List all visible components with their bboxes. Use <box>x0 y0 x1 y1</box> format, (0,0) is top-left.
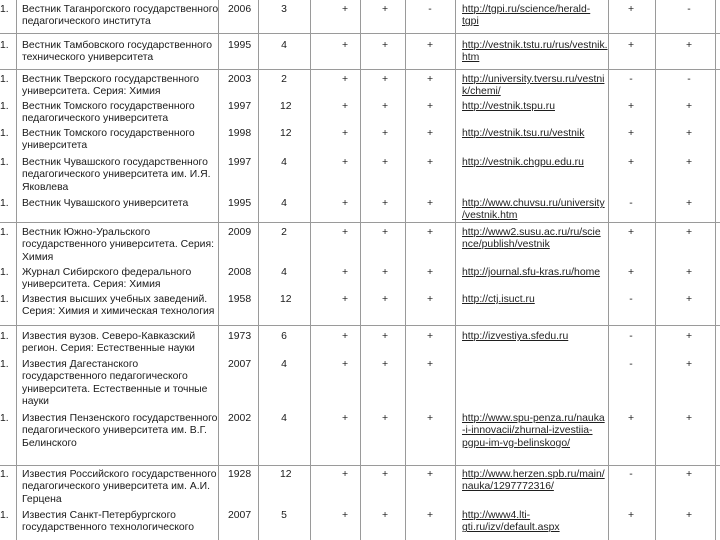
journal-link[interactable]: http://journal.sfu-kras.ru/home <box>462 267 601 278</box>
flag-cell: + <box>627 157 635 168</box>
column-divider <box>455 0 456 540</box>
row-number: 1. <box>0 198 9 209</box>
journal-title: Известия вузов. Северо-Кавказский регион. Серия: Естественные науки <box>22 331 196 355</box>
flag-cell: + <box>381 4 389 15</box>
journal-year: 2006 <box>228 4 252 15</box>
flag-cell: + <box>426 74 434 85</box>
flag-cell: + <box>627 510 635 521</box>
journal-year: 1995 <box>228 40 252 51</box>
flag-cell: + <box>381 157 389 168</box>
flag-cell: + <box>341 4 349 15</box>
flag-cell: + <box>341 198 349 209</box>
journal-link[interactable]: http://izvestiya.sfedu.ru <box>462 331 569 342</box>
journal-title: Вестник Южно-Уральского государственного университета. Серия: Химия <box>22 227 214 263</box>
flag-cell: + <box>341 40 349 51</box>
flag-cell: + <box>341 128 349 139</box>
row-number: 1. <box>0 101 9 112</box>
journal-link[interactable]: http://www2.susu.ac.ru/ru/scie nce/publish/vestnik <box>462 227 601 251</box>
flag-cell: + <box>381 267 389 278</box>
flag-cell: + <box>341 74 349 85</box>
row-number: 1. <box>0 331 9 342</box>
journal-year: 1928 <box>228 469 252 480</box>
issues-per-year: 4 <box>281 40 287 51</box>
flag-cell: + <box>381 294 389 305</box>
flag-cell: + <box>426 157 434 168</box>
flag-cell: + <box>426 510 434 521</box>
row-number: 1. <box>0 294 9 305</box>
journal-title: Вестник Томского государственного университета <box>22 128 195 152</box>
flag-cell: + <box>685 198 693 209</box>
journal-title: Известия высших учебных заведений. Серия: Химия и химическая технология <box>22 294 215 318</box>
journal-link[interactable]: http://www4.lti- gti.ru/izv/default.aspx <box>462 510 560 534</box>
flag-cell: + <box>381 198 389 209</box>
row-number: 1. <box>0 510 9 521</box>
journal-year: 1973 <box>228 331 252 342</box>
flag-cell: + <box>381 469 389 480</box>
journal-link[interactable]: http://www.herzen.spb.ru/main/ nauka/1297772316/ <box>462 469 605 493</box>
journal-title: Вестник Томского государственного педагогического университета <box>22 101 195 125</box>
flag-cell: + <box>381 413 389 424</box>
flag-cell: + <box>426 40 434 51</box>
journal-year: 2009 <box>228 227 252 238</box>
issues-per-year: 4 <box>281 157 287 168</box>
flag-cell: + <box>685 510 693 521</box>
flag-cell: + <box>426 331 434 342</box>
flag-cell: + <box>341 331 349 342</box>
flag-cell: + <box>627 4 635 15</box>
issues-per-year: 4 <box>281 413 287 424</box>
journal-year: 2008 <box>228 267 252 278</box>
column-divider <box>655 0 656 540</box>
journal-link[interactable]: http://vestnik.tspu.ru <box>462 101 555 112</box>
flag-cell: - <box>629 198 633 209</box>
flag-cell: + <box>381 40 389 51</box>
flag-cell: + <box>381 128 389 139</box>
flag-cell: + <box>685 359 693 370</box>
flag-cell: - <box>629 74 633 85</box>
row-number: 1. <box>0 128 9 139</box>
issues-per-year: 12 <box>280 469 292 480</box>
flag-cell: + <box>627 40 635 51</box>
flag-cell: + <box>341 469 349 480</box>
issues-per-year: 2 <box>281 74 287 85</box>
row-divider <box>0 222 720 223</box>
flag-cell: + <box>341 294 349 305</box>
flag-cell: + <box>341 359 349 370</box>
journal-link[interactable]: http://www.chuvsu.ru/university /vestnik.htm <box>462 198 605 222</box>
column-divider <box>715 0 716 540</box>
journal-year: 1995 <box>228 198 252 209</box>
flag-cell: + <box>341 267 349 278</box>
issues-per-year: 3 <box>281 4 287 15</box>
flag-cell: + <box>685 227 693 238</box>
flag-cell: - <box>629 469 633 480</box>
column-divider <box>310 0 311 540</box>
journal-title: Вестник Чувашского университета <box>22 198 189 209</box>
flag-cell: + <box>426 413 434 424</box>
journal-link[interactable]: http://vestnik.chgpu.edu.ru <box>462 157 584 168</box>
journal-year: 2003 <box>228 74 252 85</box>
issues-per-year: 12 <box>280 101 292 112</box>
row-number: 1. <box>0 267 9 278</box>
column-divider <box>16 0 17 540</box>
journal-title: Известия Дагестанского государственного педагогического университета. Естественные и точные науки <box>22 359 208 408</box>
flag-cell: + <box>426 101 434 112</box>
journal-link[interactable]: http://university.tversu.ru/vestni k/chemi/ <box>462 74 605 98</box>
column-divider <box>218 0 219 540</box>
flag-cell: + <box>341 157 349 168</box>
flag-cell: - <box>629 331 633 342</box>
issues-per-year: 12 <box>280 128 292 139</box>
flag-cell: + <box>381 359 389 370</box>
flag-cell: + <box>426 128 434 139</box>
flag-cell: + <box>685 267 693 278</box>
issues-per-year: 6 <box>281 331 287 342</box>
journal-title: Известия Пензенского государственного педагогического университета им. В.Г. Белинского <box>22 413 218 449</box>
journal-year: 1997 <box>228 157 252 168</box>
flag-cell: + <box>381 510 389 521</box>
journal-link[interactable]: http://ctj.isuct.ru <box>462 294 535 305</box>
flag-cell: - <box>687 74 691 85</box>
flag-cell: + <box>627 128 635 139</box>
flag-cell: + <box>627 413 635 424</box>
flag-cell: + <box>341 227 349 238</box>
issues-per-year: 4 <box>281 359 287 370</box>
flag-cell: + <box>381 331 389 342</box>
flag-cell: + <box>426 198 434 209</box>
flag-cell: + <box>426 267 434 278</box>
flag-cell: + <box>685 469 693 480</box>
flag-cell: + <box>685 157 693 168</box>
issues-per-year: 5 <box>281 510 287 521</box>
issues-per-year: 2 <box>281 227 287 238</box>
row-divider <box>0 69 720 70</box>
journal-year: 1958 <box>228 294 252 305</box>
journal-link[interactable]: http://vestnik.tsu.ru/vestnik <box>462 128 585 139</box>
flag-cell: + <box>685 413 693 424</box>
flag-cell: - <box>629 294 633 305</box>
column-divider <box>608 0 609 540</box>
row-number: 1. <box>0 359 9 370</box>
journal-title: Вестник Чувашского государственного педагогического университета им. И.Я. Яковлева <box>22 157 211 193</box>
row-divider <box>0 325 720 326</box>
journal-year: 2007 <box>228 510 252 521</box>
journal-year: 2002 <box>228 413 252 424</box>
column-divider <box>360 0 361 540</box>
flag-cell: + <box>381 227 389 238</box>
column-divider <box>258 0 259 540</box>
row-number: 1. <box>0 413 9 424</box>
journal-title: Известия Российского государственного педагогического университета им. А.И. Герцена <box>22 469 217 505</box>
journal-title: Журнал Сибирского федерального университета. Серия: Химия <box>22 267 192 291</box>
journal-title: Вестник Тверского государственного университета. Серия: Химия <box>22 74 200 98</box>
flag-cell: - <box>428 4 432 15</box>
journal-title: Известия Санкт-Петербургского государственного технологического <box>22 510 195 534</box>
flag-cell: + <box>685 101 693 112</box>
journal-link[interactable]: http://www.spu-penza.ru/nauka -i-innovacii/zhurnal-izvestiia- pgpu-im-vg-belinskogo/ <box>462 413 605 449</box>
column-divider <box>405 0 406 540</box>
flag-cell: + <box>426 469 434 480</box>
flag-cell: + <box>426 359 434 370</box>
flag-cell: + <box>426 227 434 238</box>
journal-title: Вестник Таганрогского государственного педагогического института <box>22 4 219 28</box>
flag-cell: + <box>685 40 693 51</box>
issues-per-year: 4 <box>281 198 287 209</box>
journal-link[interactable]: http://tgpi.ru/science/herald- tgpi <box>462 4 591 28</box>
row-number: 1. <box>0 469 9 480</box>
journal-year: 1997 <box>228 101 252 112</box>
flag-cell: + <box>341 413 349 424</box>
journal-year: 2007 <box>228 359 252 370</box>
flag-cell: + <box>341 510 349 521</box>
flag-cell: + <box>426 294 434 305</box>
flag-cell: + <box>685 128 693 139</box>
issues-per-year: 12 <box>280 294 292 305</box>
flag-cell: + <box>627 267 635 278</box>
flag-cell: + <box>341 101 349 112</box>
row-number: 1. <box>0 157 9 168</box>
issues-per-year: 4 <box>281 267 287 278</box>
flag-cell: - <box>687 4 691 15</box>
flag-cell: + <box>685 294 693 305</box>
flag-cell: - <box>629 359 633 370</box>
row-divider <box>0 33 720 34</box>
flag-cell: + <box>381 101 389 112</box>
flag-cell: + <box>685 331 693 342</box>
flag-cell: + <box>627 101 635 112</box>
row-number: 1. <box>0 227 9 238</box>
journal-link[interactable]: http://vestnik.tstu.ru/rus/vestnik. htm <box>462 40 608 64</box>
row-divider <box>0 465 720 466</box>
journal-title: Вестник Тамбовского государственного технического университета <box>22 40 213 64</box>
flag-cell: + <box>627 227 635 238</box>
flag-cell: + <box>381 74 389 85</box>
row-number: 1. <box>0 74 9 85</box>
row-number: 1. <box>0 4 9 15</box>
row-number: 1. <box>0 40 9 51</box>
journal-year: 1998 <box>228 128 252 139</box>
